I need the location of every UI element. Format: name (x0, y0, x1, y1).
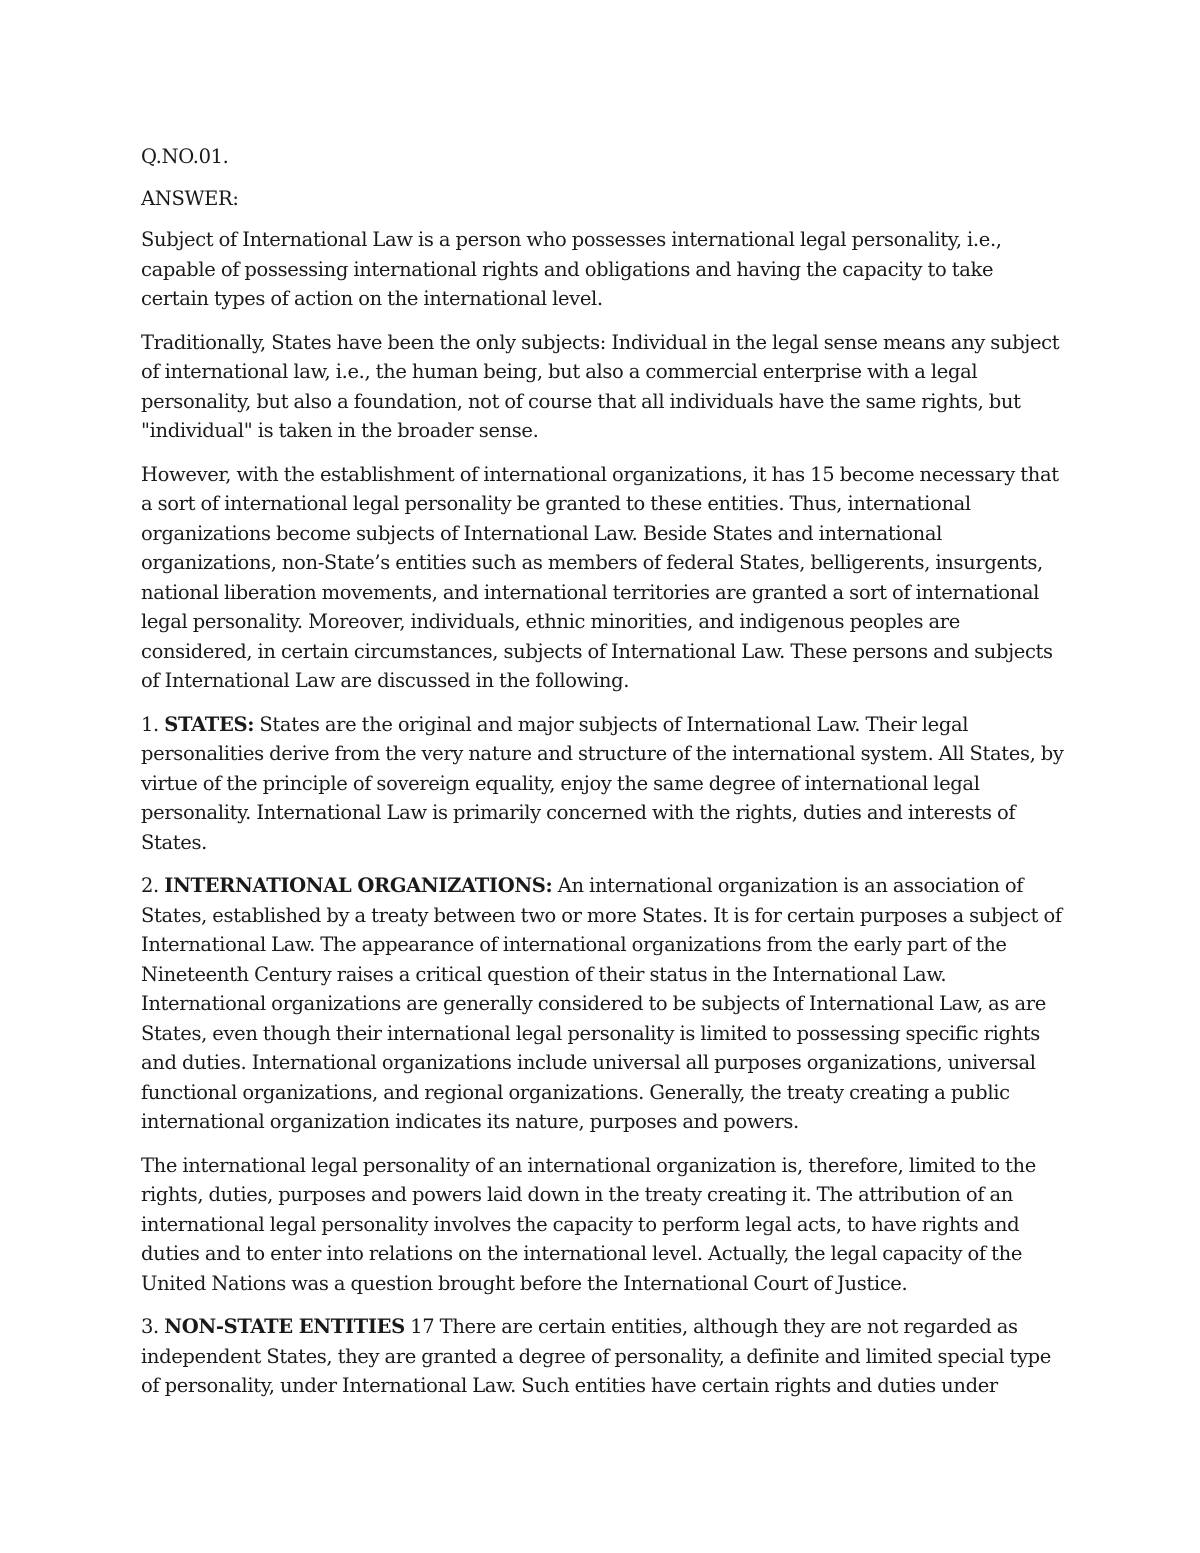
section-states-number: 1. (141, 712, 159, 736)
section-nse-number: 3. (141, 1315, 159, 1338)
document-body (141, 142, 1066, 1415)
section-io-text: An international organization is an association of States, established by a treaty between two or more States. It is for certain purposes a subject of International Law. The appearance of international organizations from the early part of the Nineteenth Century raises a critical question of their status in the International Law. International organizations are generally considered to be subjects of International Law, as are States, even though their international legal personality is limited to possessing specific rights and duties. International organizations include universal all purposes organizations, universal functional organizations, and regional organizations. Generally, the treaty creating a public international organization indicates its nature, purposes and powers. (141, 874, 1062, 1133)
paragraph-international-organizations-intro: However, with the establishment of international organizations, it has 15 become necessary that a sort of international legal personality be granted to these entities. Thus, international organizations become subjects of International Law. Beside States and international organizations, non-State’s entities such as members of federal States, belligerents, insurgents, national liberation movements, and international territories are granted a sort of international legal personality. Moreover, individuals, ethnic minorities, and indigenous peoples are considered, in certain circumstances, subjects of International Law. These persons and subjects of International Law are discussed in the following. (141, 462, 1059, 692)
paragraph-definition: Subject of International Law is a person who possesses international legal personality, i.e., capable of possessing international rights and obligations and having the capacity to take certain types of action on the international level. (141, 228, 1002, 310)
section-states (141, 710, 1066, 858)
section-io-number: 2. (141, 874, 159, 897)
section-international-organizations (141, 871, 1066, 1137)
paragraph-traditional-subjects: Traditionally, States have been the only subjects: Individual in the legal sense means any subject of international law, i.e., the human being, but also a commercial enterprise with a legal personality, but also a foundation, not of course that all individuals have the same rights, but "individual" is taken in the broader sense. (141, 330, 1060, 442)
paragraph-io-legal-personality: The international legal personality of an international organization is, therefore, limited to the rights, duties, purposes and powers laid down in the treaty creating it. The attribution of an international legal personality involves the capacity to perform legal acts, to have rights and duties and to enter into relations on the international level. Actually, the legal capacity of the United Nations was a question brought before the International Court of Justice. (141, 1153, 1036, 1295)
section-io-heading: INTERNATIONAL ORGANIZATIONS: (164, 874, 553, 897)
section-states-heading: STATES: (164, 712, 255, 736)
section-non-state-entities (141, 1312, 1066, 1401)
section-nse-text: 17 There are certain entities, although they are not regarded as independent States, they are granted a degree of personality, a definite and limited special type of personality, under International Law. Such entities have certain rights and duties under (141, 1315, 1051, 1397)
section-nse-heading: NON-STATE ENTITIES (164, 1315, 405, 1338)
section-states-text: States are the original and major subjects of International Law. Their legal personalities derive from the very nature and structure of the international system. All States, by virtue of the principle of sovereign equality, enjoy the same degree of international legal personality. International Law is primarily concerned with the rights, duties and interests of States. (141, 712, 1064, 854)
answer-label: ANSWER: (141, 186, 239, 210)
question-number: Q.NO.01. (141, 145, 229, 168)
